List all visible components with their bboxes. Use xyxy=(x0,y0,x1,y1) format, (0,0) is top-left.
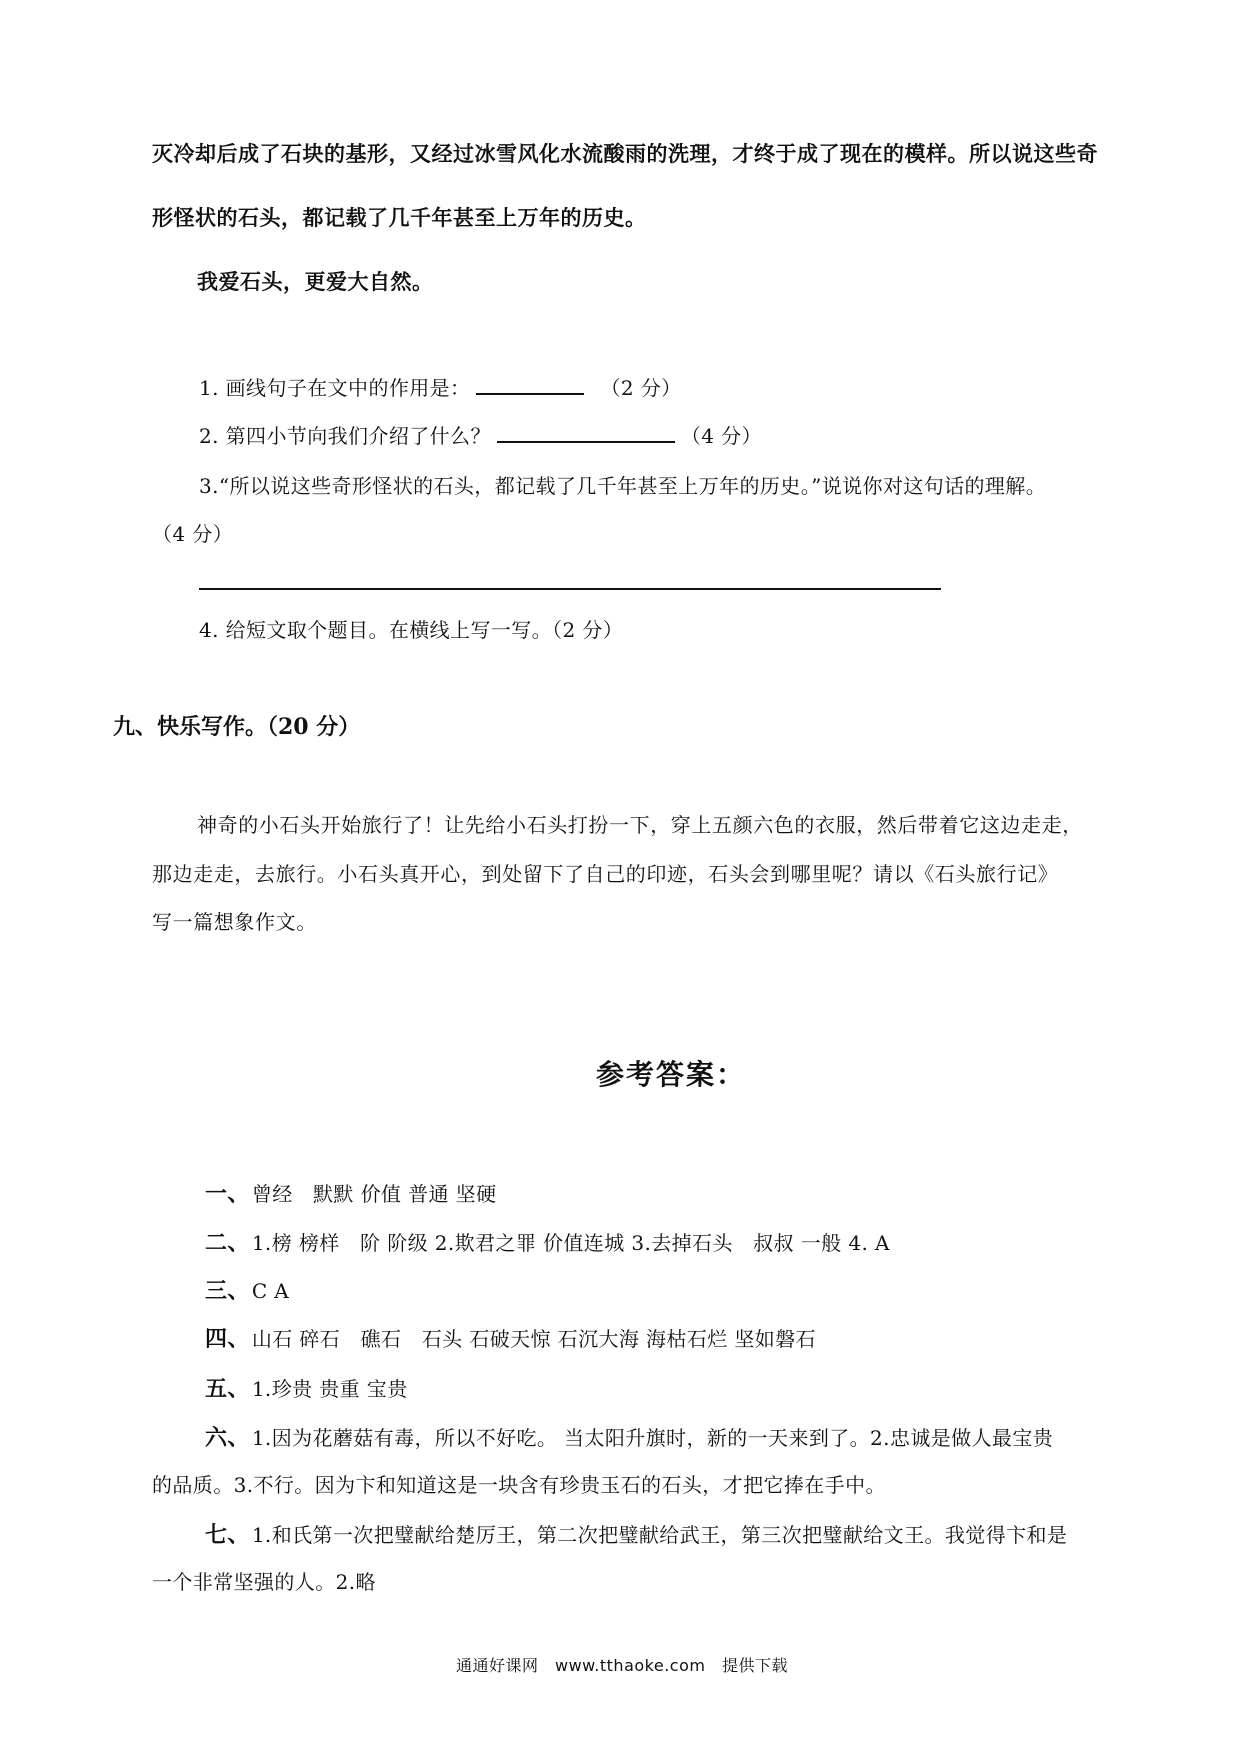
answer-2-text: 1.榜 榜样 阶 阶级 2.欺君之罪 价值连城 3.去掉石头 叔叔 一般 4. A xyxy=(251,1231,890,1255)
section-9-heading: 九、快乐写作。（20 分） xyxy=(113,714,361,740)
question-3-score: （4 分） xyxy=(152,522,234,546)
answer-6-text: 1.因为花蘑菇有毒，所以不好吃。 当太阳升旗时，新的一天来到了。2.忠诚是做人最宝贵 xyxy=(251,1426,1054,1450)
answer-5-text: 1.珍贵 贵重 宝贵 xyxy=(251,1377,408,1401)
answer-3-text: C A xyxy=(251,1279,290,1303)
answer-7-label: 七、 xyxy=(205,1522,250,1548)
answer-2 xyxy=(205,1226,890,1257)
answer-3-label: 三、 xyxy=(205,1278,250,1304)
answer-6-continued: 的品质。3.不行。因为卞和知道这是一块含有珍贵玉石的石头，才把它捧在手中。 xyxy=(152,1473,886,1497)
answer-1 xyxy=(205,1177,497,1208)
answer-1-text: 曾经 默默 价值 普通 坚硬 xyxy=(251,1182,497,1206)
question-4: 4. 给短文取个题目。在横线上写一写。（2 分） xyxy=(199,618,624,642)
answer-4-text: 山石 碎石 礁石 石头 石破天惊 石沉大海 海枯石烂 坚如磐石 xyxy=(251,1327,816,1351)
question-1-text: 1. 画线句子在文中的作用是： xyxy=(199,376,471,400)
passage-line-2: 形怪状的石头，都记载了几千年甚至上万年的历史。 xyxy=(152,205,647,230)
answer-6 xyxy=(205,1421,1053,1452)
answer-7 xyxy=(205,1518,1067,1549)
answer-5 xyxy=(205,1372,408,1403)
question-2-text: 2. 第四小节向我们介绍了什么？ xyxy=(199,424,491,448)
question-3-text: 3.“所以说这些奇形怪状的石头，都记载了几千年甚至上万年的历史。”说说你对这句话的理解。 xyxy=(199,474,1047,498)
passage-line-1: 灭冷却后成了石块的基形，又经过冰雪风化水流酸雨的洗理，才终于成了现在的模样。所以说这些奇 xyxy=(152,141,1098,166)
answer-6-label: 六、 xyxy=(205,1425,250,1451)
answer-key-title: 参考答案： xyxy=(596,1058,747,1091)
essay-prompt-line-1: 神奇的小石头开始旅行了！让先给小石头打扮一下，穿上五颜六色的衣服，然后带着它这边走走， xyxy=(197,813,1083,837)
answer-2-label: 二、 xyxy=(205,1230,250,1256)
essay-prompt-line-3: 写一篇想象作文。 xyxy=(152,910,317,934)
answer-blank-1[interactable] xyxy=(476,392,584,395)
question-2-score: （4 分） xyxy=(680,424,762,448)
answer-4 xyxy=(205,1322,816,1353)
question-1 xyxy=(199,372,682,401)
answer-4-label: 四、 xyxy=(205,1326,250,1352)
essay-prompt-line-2: 那边走走，去旅行。小石头真开心，到处留下了自己的印迹，石头会到哪里呢？请以《石头旅行记》 xyxy=(152,862,1059,886)
answer-line-3[interactable] xyxy=(199,588,941,590)
answer-5-label: 五、 xyxy=(205,1376,250,1402)
passage-line-3: 我爱石头，更爱大自然。 xyxy=(197,269,434,294)
answer-blank-2[interactable] xyxy=(497,440,675,443)
answer-7-continued: 一个非常坚强的人。2.略 xyxy=(152,1570,376,1594)
answer-7-text: 1.和氏第一次把璧献给楚厉王，第二次把璧献给武王，第三次把璧献给文王。我觉得卞和是 xyxy=(251,1523,1068,1547)
question-1-score: （2 分） xyxy=(600,376,682,400)
answer-1-label: 一、 xyxy=(205,1181,250,1207)
question-2 xyxy=(199,420,762,449)
footer-watermark: 通通好课网 www.tthaoke.com 提供下载 xyxy=(456,1656,788,1675)
answer-3 xyxy=(205,1274,289,1305)
